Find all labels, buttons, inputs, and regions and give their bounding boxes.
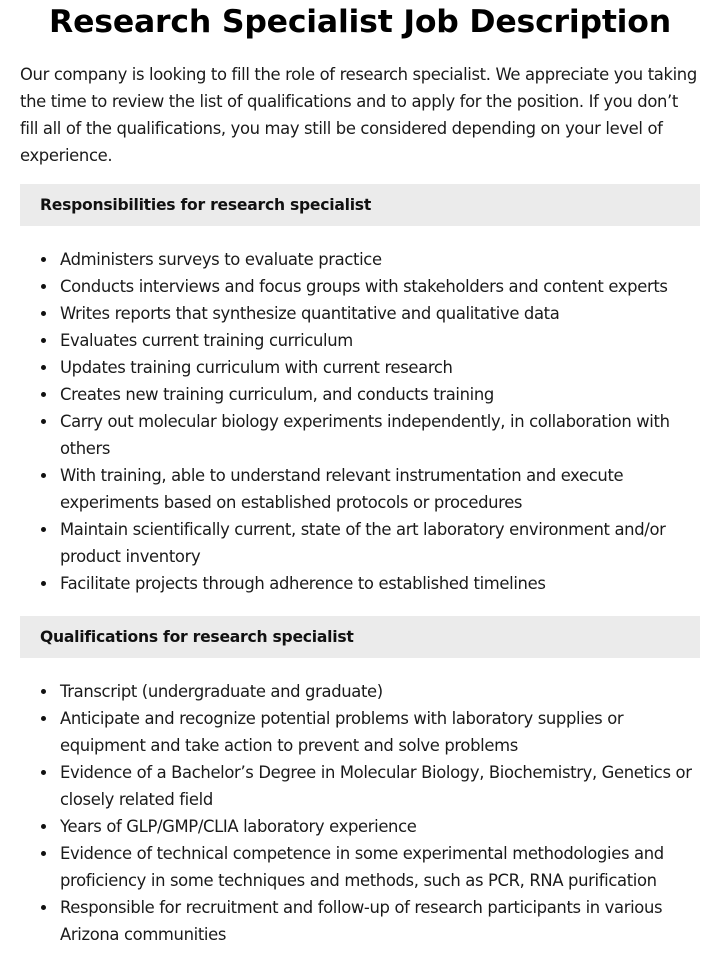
list-item: Evaluates current training curriculum [60, 327, 700, 354]
list-item: Carry out molecular biology experiments independently, in collaboration with others [60, 408, 700, 462]
qualifications-list [20, 678, 700, 948]
list-item: Facilitate projects through adherence to established timelines [60, 570, 700, 597]
list-item: Evidence of technical competence in some experimental methodologies and proficiency in some techniques and methods, such as PCR, RNA purification [60, 840, 700, 894]
list-item: With training, able to understand relevant instrumentation and execute experiments based on established protocols or procedures [60, 462, 700, 516]
list-item: Administers surveys to evaluate practice [60, 246, 700, 273]
list-item: Writes reports that synthesize quantitative and qualitative data [60, 300, 700, 327]
list-item: Updates training curriculum with current research [60, 354, 700, 381]
intro-paragraph: Our company is looking to fill the role of research specialist. We appreciate you taking the time to review the list of qualifications and to apply for the position. If you don’t fill all of the qualifications, you may still be considered depending on your level of experience. [20, 65, 697, 165]
list-item: Transcript (undergraduate and graduate) [60, 678, 700, 705]
list-item: Responsible for recruitment and follow-up of research participants in various Arizona communities [60, 894, 700, 948]
list-item: Anticipate and recognize potential problems with laboratory supplies or equipment and take action to prevent and solve problems [60, 705, 700, 759]
list-item: Years of GLP/GMP/CLIA laboratory experience [60, 813, 700, 840]
list-item: Creates new training curriculum, and conducts training [60, 381, 700, 408]
page-title: Research Specialist Job Description [49, 4, 671, 40]
responsibilities-list [20, 246, 700, 597]
list-item: Maintain scientifically current, state of the art laboratory environment and/or product inventory [60, 516, 700, 570]
list-item: Evidence of a Bachelor’s Degree in Molecular Biology, Biochemistry, Genetics or closely related field [60, 759, 700, 813]
list-item: Conducts interviews and focus groups with stakeholders and content experts [60, 273, 700, 300]
responsibilities-heading: Responsibilities for research specialist [20, 184, 700, 226]
qualifications-heading: Qualifications for research specialist [20, 616, 700, 658]
